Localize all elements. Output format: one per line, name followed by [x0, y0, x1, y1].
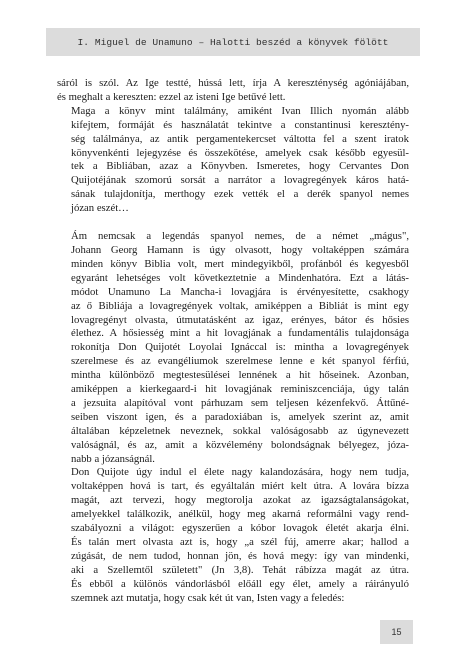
text-line: magát, azt tervezi, hogy megtorolja azokat az igazságtalanságokat,	[71, 494, 409, 507]
text-line: amelyekkel találkozik, anélkül, hogy meg akarná reformálni vagy rend-	[71, 508, 409, 521]
text-line: minden könyv Biblia volt, mert mindegyikből, profánból és kegyesből	[71, 257, 409, 270]
text-line: általában képzeletnek neveznek, sokkal valóságosabb az úgynevezett	[71, 424, 409, 437]
text-line: könyvenkénti lejegyzése és összekötése, amelyek csak később egyesül-	[71, 146, 409, 159]
text-line: seiben viszont igen, és a paradoxiában is, amelyek szerint az, amit	[71, 410, 409, 423]
text-line: Quijotéjának szomorú sorsát a narrátor a lovagregények káros hatá-	[71, 174, 409, 187]
text-line: ség találmánya, az antik pergamentekercset váltotta fel a szent iratok	[71, 132, 409, 145]
text-line: az ő Bibliája a lovagregények voltak, amiképpen a Bibliát is mint egy	[71, 299, 409, 312]
text-line: És ebből a különös vándorlásból előáll egy élet, amely a ráirányuló	[71, 577, 409, 590]
text-line: mintha különböző megtestesülései lennének a hit hőseinek. Azonban,	[71, 369, 409, 382]
page-number: 15	[391, 627, 402, 637]
body-text	[57, 77, 409, 606]
text-line: amiképpen a kierkegaard-i hit lovagjának reminiszcenciája, úgy talán	[71, 383, 409, 396]
text-line: Don Quijote úgy indul el élete nagy kalandozására, hogy nem tudja,	[71, 466, 409, 479]
text-line: sáról is szól. Az Ige testté, hússá lett, írja A kereszténység agóniájában,	[57, 77, 409, 89]
text-line: lovagregényt olvasta, útmutatásként az igaz, erényes, bátor és hősies	[71, 313, 409, 326]
page-number-box	[380, 620, 413, 644]
text-line: zúgását, de nem tudod, honnan jön, és hová megy: így van mindenki,	[71, 549, 409, 562]
text-line: Ám nemcsak a legendás spanyol nemes, de a német „mágus",	[71, 230, 409, 243]
text-line: Johann Georg Hamann is úgy olvasott, hogy voltaképpen számára	[71, 243, 409, 256]
text-line: rokonítja Don Quijotét Loyolai Ignáccal is: mintha a lovagregények	[71, 341, 409, 354]
paragraph	[57, 105, 409, 216]
text-line: voltaképpen hová is tart, és egyáltalán miért kelt útra. A lovára bízza	[71, 480, 409, 493]
text-line: kifejtem, formáját és használatát tekintve a constantinusi keresztény-	[71, 118, 409, 131]
text-line: a jezsuita alapítóval vont párhuzam sem teljesen kézenfekvő. Áttűné-	[71, 396, 409, 409]
text-line: tek a Bibliában, azaz a Könyvben. Ismeretes, hogy Cervantes Don	[71, 160, 409, 173]
text-line: Maga a könyv mint találmány, amiként Ivan Illich nyomán alább	[71, 104, 409, 117]
text-line: szemnek azt mutatja, hogy csak két út van, Isten vagy a feledés:	[71, 591, 345, 604]
text-line: módot Unamuno La Mancha-i lovagjára is érvényesítette, csakhogy	[71, 285, 409, 298]
text-line: józan eszét…	[71, 202, 129, 215]
text-line: És talán mert olvasta azt is, hogy „a szél fúj, amerre akar; hallod a	[71, 536, 409, 548]
text-line: aki a Szellemtől született" (Jn 3,8). Tehát rábízza magát az útra.	[71, 563, 409, 576]
running-header	[46, 28, 420, 56]
paragraph	[57, 77, 409, 105]
text-line: szabályozni a világot: egyszerűen a kóbor lovagok életét akarja élni.	[71, 522, 409, 535]
text-line: sának tulajdonítja, merthogy ezek vették el a derék spanyol nemes	[71, 188, 409, 201]
text-line: egyaránt lehetséges volt következtetnie a Mindenhatóra. Ezt a látás-	[71, 271, 409, 284]
header-title: I. Miguel de Unamuno – Halotti beszéd a könyvek fölött	[77, 36, 389, 48]
text-line: és meghalt a kereszten: ezzel az isteni Ige betűvé lett.	[57, 90, 286, 103]
text-line: valóságnál, és az, amit a közvélemény bolondságnak bélyegez, józa-	[71, 438, 409, 451]
text-line: nabb a józanságnál.	[71, 452, 155, 465]
paragraph	[57, 466, 409, 605]
text-line: élethez. A hősiesség mint a hit lovagjának a fundamentális tulajdonsága	[71, 327, 409, 340]
text-line: szerelmese és az evangéliumok szerelmese lenne e két spanyol férfiú,	[71, 355, 409, 368]
paragraph	[57, 230, 409, 466]
